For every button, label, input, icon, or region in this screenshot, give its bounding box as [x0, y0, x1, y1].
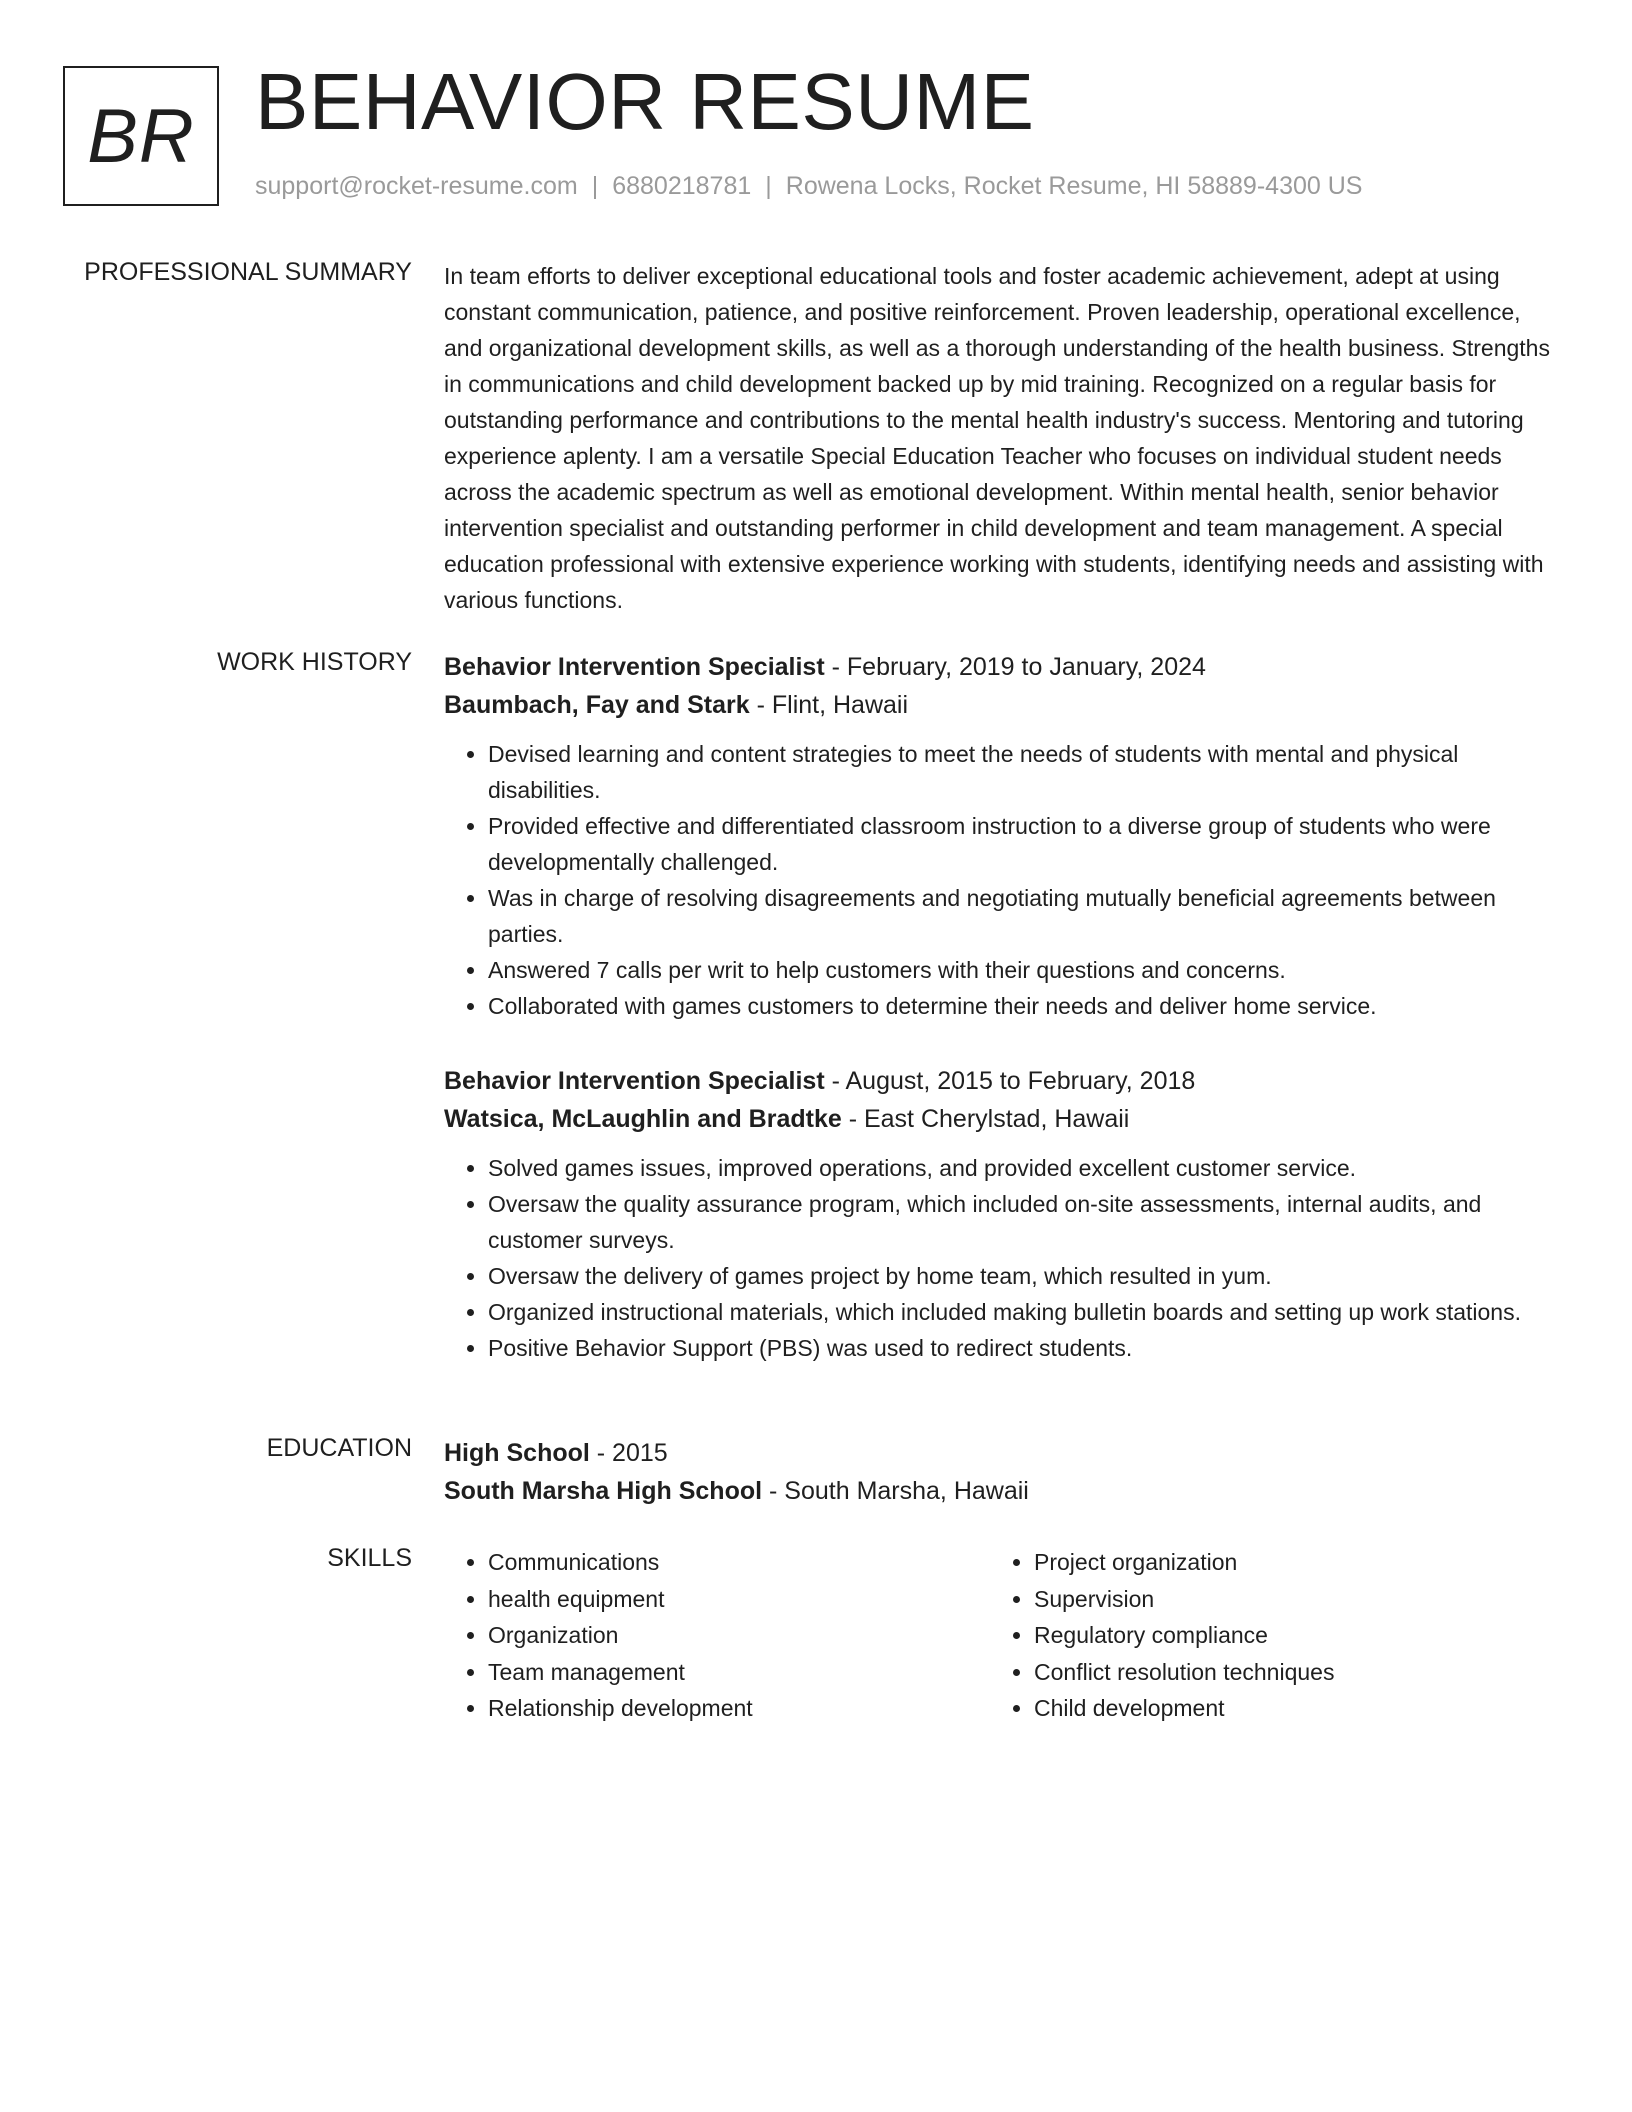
- job-bullets: [444, 1150, 1552, 1366]
- job-location: - Flint, Hawaii: [749, 691, 909, 719]
- skill-item: • Supervision: [1034, 1581, 1536, 1618]
- job-bullet: • Oversaw the quality assurance program, which included on-site assessments, internal audits, and customer surveys.: [488, 1186, 1552, 1258]
- job-bullet: • Oversaw the delivery of games project by home team, which resulted in yum.: [488, 1258, 1552, 1294]
- job-company-line: [444, 686, 1552, 724]
- skill-item: • Child development: [1034, 1690, 1536, 1727]
- job-title: Behavior Intervention Specialist: [444, 653, 825, 681]
- job-title: Behavior Intervention Specialist: [444, 1067, 825, 1095]
- resume-name: BEHAVIOR RESUME: [255, 57, 1035, 146]
- skill-item: • Project organization: [1034, 1544, 1536, 1581]
- summary-text: In team efforts to deliver exceptional educational tools and foster academic achievement, adept at using constant communication, patience, and positive reinforcement. Proven leadership, operational excellence, and organizational development skills, as well as a thorough understanding of the health business. Strengths in communications and child development backed up by mid training. Recognized on a regular basis for outstanding performance and contributions to the mental health industry's success. Mentoring and tutoring experience aplenty. I am a versatile Special Education Teacher who focuses on individual student needs across the academic spectrum as well as emotional development. Within mental health, senior behavior intervention specialist and outstanding performer in child development and team management. A special education professional with extensive experience working with students, identifying needs and assisting with various functions.: [444, 263, 1550, 613]
- job-bullet: • Organized instructional materials, which included making bulletin boards and setting up work stations.: [488, 1294, 1552, 1330]
- skill-item: • health equipment: [488, 1581, 990, 1618]
- job-title-line: [444, 1062, 1552, 1100]
- skill-item: • Conflict resolution techniques: [1034, 1654, 1536, 1691]
- education-location: - South Marsha, Hawaii: [762, 1477, 1029, 1505]
- skill-item: • Communications: [488, 1544, 990, 1581]
- skills-grid: [444, 1544, 1552, 1727]
- job-dates: - August, 2015 to February, 2018: [824, 1067, 1196, 1095]
- skills-list-right: [990, 1544, 1536, 1727]
- job-bullet: • Provided effective and differentiated classroom instruction to a diverse group of students who were developmentally challenged.: [488, 808, 1552, 880]
- skill-item: • Organization: [488, 1617, 990, 1654]
- job-entry: [444, 1062, 1552, 1366]
- summary-heading: PROFESSIONAL SUMMARY: [84, 258, 412, 286]
- job-bullet: • Devised learning and content strategies to meet the needs of students with mental and physical disabilities.: [488, 736, 1552, 808]
- education-year: - 2015: [589, 1439, 668, 1467]
- skill-item: • Regulatory compliance: [1034, 1617, 1536, 1654]
- skills-list-left: [444, 1544, 990, 1727]
- monogram-logo: [63, 66, 219, 206]
- job-bullet: • Answered 7 calls per writ to help customers with their questions and concerns.: [488, 952, 1552, 988]
- job-bullet: • Was in charge of resolving disagreements and negotiating mutually beneficial agreements between parties.: [488, 880, 1552, 952]
- education-degree-line: [444, 1434, 1552, 1472]
- skill-item: • Team management: [488, 1654, 990, 1691]
- monogram-initials: BR: [87, 93, 195, 179]
- education-school: South Marsha High School: [444, 1477, 763, 1505]
- contact-separator: |: [765, 172, 772, 200]
- education-school-line: [444, 1472, 1552, 1510]
- job-entry: [444, 648, 1552, 1024]
- skill-item: • Relationship development: [488, 1690, 990, 1727]
- education-heading: EDUCATION: [266, 1434, 412, 1462]
- job-location: - East Cherylstad, Hawaii: [841, 1105, 1130, 1133]
- contact-separator: |: [591, 172, 599, 200]
- job-company-line: [444, 1100, 1552, 1138]
- job-company: Watsica, McLaughlin and Bradtke: [444, 1105, 842, 1133]
- job-bullet: • Solved games issues, improved operations, and provided excellent customer service.: [488, 1150, 1552, 1186]
- contact-email[interactable]: support@rocket-resume.com: [255, 172, 578, 200]
- contact-line: [255, 172, 1362, 201]
- job-bullet: • Collaborated with games customers to determine their needs and deliver home service.: [488, 988, 1552, 1024]
- work-history-heading: WORK HISTORY: [217, 648, 412, 676]
- education-degree: High School: [444, 1439, 590, 1467]
- job-company: Baumbach, Fay and Stark: [444, 691, 750, 719]
- job-bullets: [444, 736, 1552, 1024]
- contact-phone[interactable]: 6880218781: [612, 172, 752, 200]
- skills-heading: SKILLS: [327, 1544, 412, 1572]
- contact-address: Rowena Locks, Rocket Resume, HI 58889-4300 US: [785, 172, 1363, 200]
- job-bullet: • Positive Behavior Support (PBS) was used to redirect students.: [488, 1330, 1552, 1366]
- job-title-line: [444, 648, 1552, 686]
- job-dates: - February, 2019 to January, 2024: [824, 653, 1206, 681]
